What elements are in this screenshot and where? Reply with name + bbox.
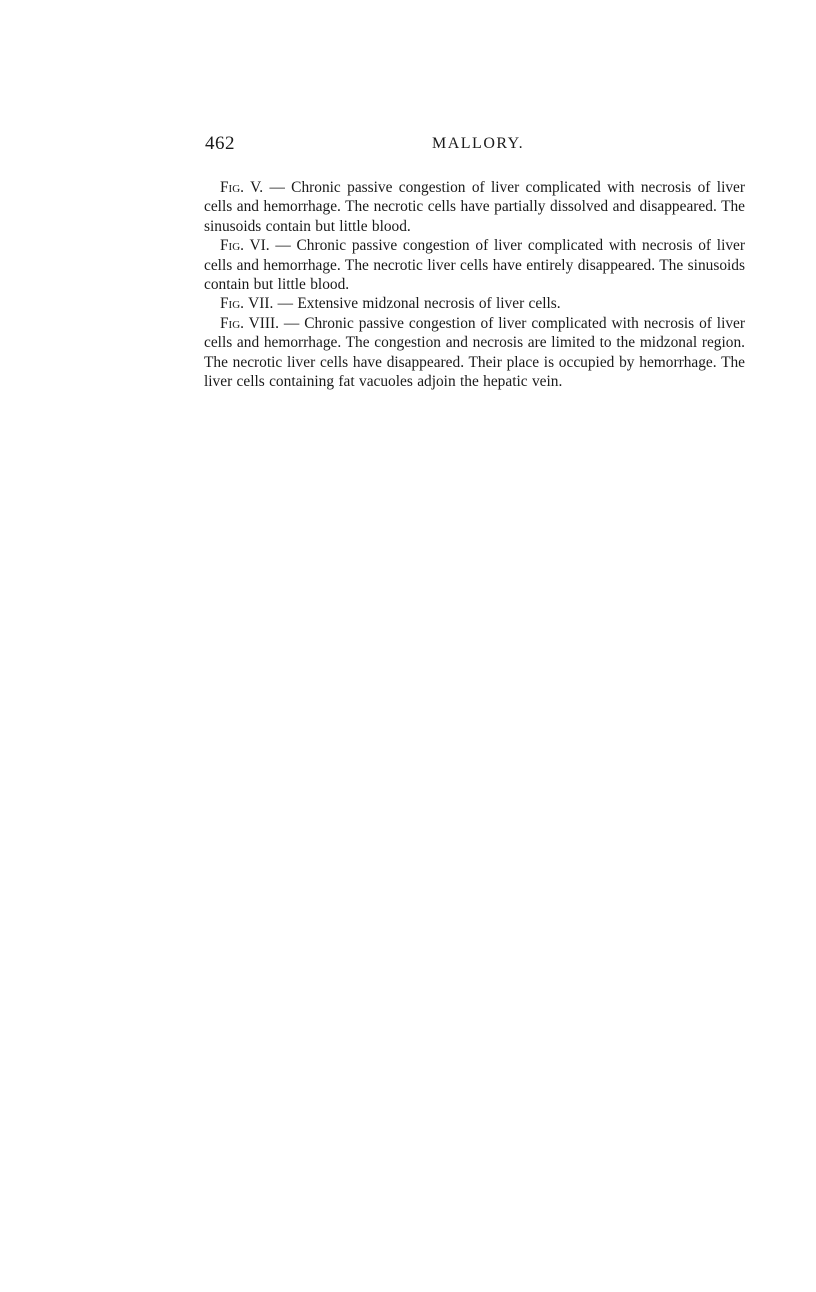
fig-label: Fig. V. — [220, 179, 264, 196]
caption-text: — Extensive midzonal necrosis of liver cells. — [277, 295, 561, 313]
caption-fig-vii — [204, 294, 745, 313]
fig-label: Fig. VII. — [220, 295, 274, 313]
caption-text: — Chronic passive congestion of liver complicated with necrosis of liver cells and hemorrhage. The congestion and necrosis are limited to the midzonal region. The necrotic liver cells have disappeared. Their place is occupied by hemorrhage. The liver cells containing fat vacuoles adjoin the hepatic vein. — [204, 314, 745, 391]
caption-text: — Chronic passive congestion of liver complicated with necrosis of liver cells and hemorrhage. The necrotic liver cells have entirely disappeared. The sinusoids contain but little blood. — [204, 237, 745, 294]
fig-label: Fig. VI. — [220, 237, 270, 255]
caption-text: — Chronic passive congestion of liver complicated with necrosis of liver cells and hemorrhage. The necrotic cells have partially dissolved and disappeared. The sinusoids contain but little blood. — [204, 179, 745, 235]
caption-fig-v — [204, 178, 745, 236]
caption-fig-viii — [204, 314, 745, 392]
page-number: 462 — [205, 133, 235, 154]
running-head: MALLORY. — [432, 135, 525, 152]
caption-fig-vi — [204, 236, 745, 294]
figure-captions — [204, 178, 745, 391]
fig-label: Fig. VIII. — [220, 314, 279, 332]
